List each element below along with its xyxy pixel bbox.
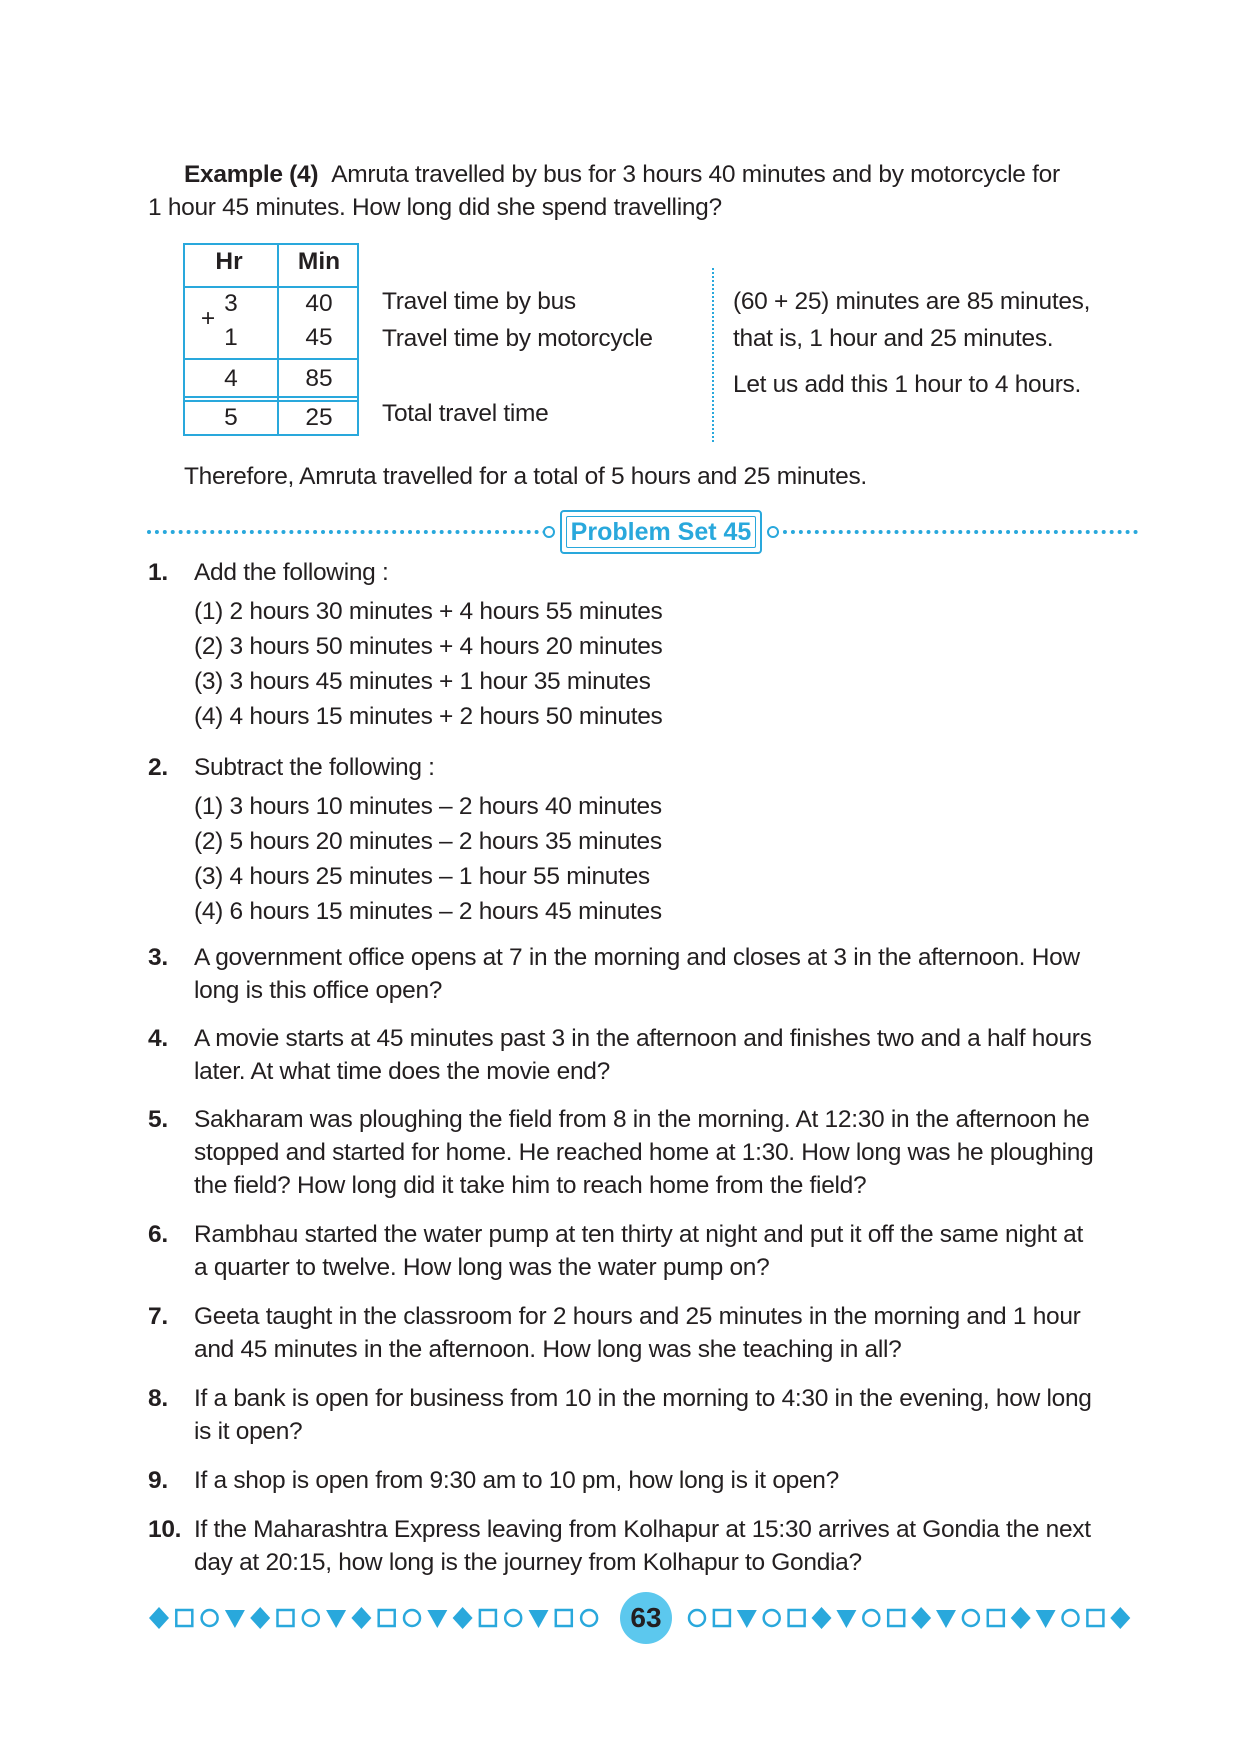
question-number: 5. — [148, 1106, 168, 1133]
label-bus: Travel time by bus — [382, 288, 576, 315]
circle-outline-icon — [689, 1610, 705, 1626]
question-part: (1) 3 hours 10 minutes – 2 hours 40 minutes — [194, 793, 662, 820]
heading-rule-right — [775, 530, 1138, 534]
question-part: (2) 5 hours 20 minutes – 2 hours 35 minutes — [194, 828, 662, 855]
circle-outline-icon — [863, 1610, 879, 1626]
circle-outline-icon — [764, 1610, 780, 1626]
square-outline-icon — [1087, 1610, 1103, 1626]
heading-knob-left — [543, 526, 555, 538]
hr-min-table — [183, 243, 359, 436]
square-outline-icon — [480, 1610, 496, 1626]
example-conclusion: Therefore, Amruta travelled for a total of 5 hours and 25 minutes. — [184, 463, 867, 490]
circle-outline-icon — [202, 1610, 218, 1626]
triangle-icon — [529, 1610, 549, 1628]
square-outline-icon — [379, 1610, 395, 1626]
circle-outline-icon — [303, 1610, 319, 1626]
diamond-icon — [453, 1607, 473, 1629]
cell-hr: 3 — [224, 290, 238, 317]
question-line: long is this office open? — [194, 977, 443, 1004]
circle-outline-icon — [963, 1610, 979, 1626]
question-text: Add the following : — [194, 559, 389, 586]
question-line: stopped and started for home. He reached home at 1:30. How long was he ploughing — [194, 1139, 1094, 1166]
circle-outline-icon — [505, 1610, 521, 1626]
triangle-icon — [936, 1610, 956, 1628]
page-number: 63 — [630, 1602, 662, 1633]
question-number: 3. — [148, 944, 168, 971]
question-line: day at 20:15, how long is the journey from Kolhapur to Gondia? — [194, 1549, 862, 1576]
question-line: the field? How long did it take him to reach home from the field? — [194, 1172, 867, 1199]
footer-ornament-right — [686, 1606, 1138, 1630]
circle-outline-icon — [581, 1610, 597, 1626]
question-line: later. At what time does the movie end? — [194, 1058, 610, 1085]
question-line: is it open? — [194, 1418, 303, 1445]
square-outline-icon — [714, 1610, 730, 1626]
problem-set-title: Problem Set 45 — [570, 518, 752, 546]
cell-min: 45 — [305, 324, 333, 351]
square-outline-icon — [556, 1610, 572, 1626]
diamond-icon — [1011, 1607, 1031, 1629]
example-label: Example (4) — [184, 161, 319, 188]
cell-hr: 1 — [224, 324, 238, 351]
circle-outline-icon — [1063, 1610, 1079, 1626]
square-outline-icon — [278, 1610, 294, 1626]
heading-rule-left — [147, 530, 547, 534]
triangle-icon — [326, 1610, 346, 1628]
diamond-icon — [351, 1607, 371, 1629]
question-number: 8. — [148, 1385, 168, 1412]
triangle-icon — [1036, 1610, 1056, 1628]
header-hr: Hr — [215, 248, 243, 275]
square-outline-icon — [176, 1610, 192, 1626]
question-part: (1) 2 hours 30 minutes + 4 hours 55 minutes — [194, 598, 663, 625]
heading-knob-right — [767, 526, 779, 538]
question-number: 2. — [148, 754, 168, 781]
cell-min: 25 — [305, 404, 333, 431]
square-outline-icon — [789, 1610, 805, 1626]
diamond-icon — [1110, 1607, 1130, 1629]
triangle-icon — [836, 1610, 856, 1628]
question-part: (4) 4 hours 15 minutes + 2 hours 50 minutes — [194, 703, 663, 730]
circle-outline-icon — [404, 1610, 420, 1626]
square-outline-icon — [988, 1610, 1004, 1626]
example-intro — [148, 158, 1146, 224]
question-text: Subtract the following : — [194, 754, 435, 781]
note-line-3: Let us add this 1 hour to 4 hours. — [733, 371, 1082, 398]
question-part: (3) 4 hours 25 minutes – 1 hour 55 minutes — [194, 863, 650, 890]
question-line: a quarter to twelve. How long was the water pump on? — [194, 1254, 770, 1281]
question-number: 9. — [148, 1467, 168, 1494]
footer-ornament-left — [148, 1606, 606, 1630]
question-number: 10. — [148, 1516, 182, 1543]
question-part: (3) 3 hours 45 minutes + 1 hour 35 minutes — [194, 668, 651, 695]
diamond-icon — [911, 1607, 931, 1629]
question-number: 7. — [148, 1303, 168, 1330]
square-outline-icon — [888, 1610, 904, 1626]
cell-hr: 4 — [224, 365, 238, 392]
question-number: 4. — [148, 1025, 168, 1052]
question-line: If a shop is open from 9:30 am to 10 pm, how long is it open? — [194, 1467, 839, 1494]
note-line-2: that is, 1 hour and 25 minutes. — [733, 325, 1054, 352]
dotted-divider — [712, 268, 714, 442]
question-line: If the Maharashtra Express leaving from Kolhapur at 15:30 arrives at Gondia the next — [194, 1516, 1091, 1543]
note-line-1: (60 + 25) minutes are 85 minutes, — [733, 288, 1091, 315]
cell-min: 40 — [305, 290, 333, 317]
question-part: (2) 3 hours 50 minutes + 4 hours 20 minutes — [194, 633, 663, 660]
label-total: Total travel time — [382, 400, 549, 427]
triangle-icon — [427, 1610, 447, 1628]
question-line: Geeta taught in the classroom for 2 hours and 25 minutes in the morning and 1 hour — [194, 1303, 1081, 1330]
plus-sign: + — [200, 305, 216, 332]
question-line: A movie starts at 45 minutes past 3 in the afternoon and finishes two and a half hours — [194, 1025, 1092, 1052]
question-line: A government office opens at 7 in the morning and closes at 3 in the afternoon. How — [194, 944, 1080, 971]
cell-min: 85 — [305, 365, 333, 392]
header-min: Min — [297, 248, 341, 275]
question-part: (4) 6 hours 15 minutes – 2 hours 45 minutes — [194, 898, 662, 925]
question-line: If a bank is open for business from 10 in the morning to 4:30 in the evening, how long — [194, 1385, 1092, 1412]
question-number: 1. — [148, 559, 168, 586]
diamond-icon — [149, 1607, 169, 1629]
question-line: and 45 minutes in the afternoon. How long was she teaching in all? — [194, 1336, 902, 1363]
example-line-1: Amruta travelled by bus for 3 hours 40 minutes and by motorcycle for — [331, 161, 1060, 188]
question-number: 6. — [148, 1221, 168, 1248]
label-motorcycle: Travel time by motorcycle — [382, 325, 653, 352]
example-line-2: 1 hour 45 minutes. How long did she spend travelling? — [148, 194, 722, 221]
triangle-icon — [737, 1610, 757, 1628]
triangle-icon — [225, 1610, 245, 1628]
cell-hr: 5 — [224, 404, 238, 431]
diamond-icon — [812, 1607, 832, 1629]
question-line: Sakharam was ploughing the field from 8 in the morning. At 12:30 in the afternoon he — [194, 1106, 1090, 1133]
question-line: Rambhau started the water pump at ten thirty at night and put it off the same night at — [194, 1221, 1083, 1248]
diamond-icon — [250, 1607, 270, 1629]
